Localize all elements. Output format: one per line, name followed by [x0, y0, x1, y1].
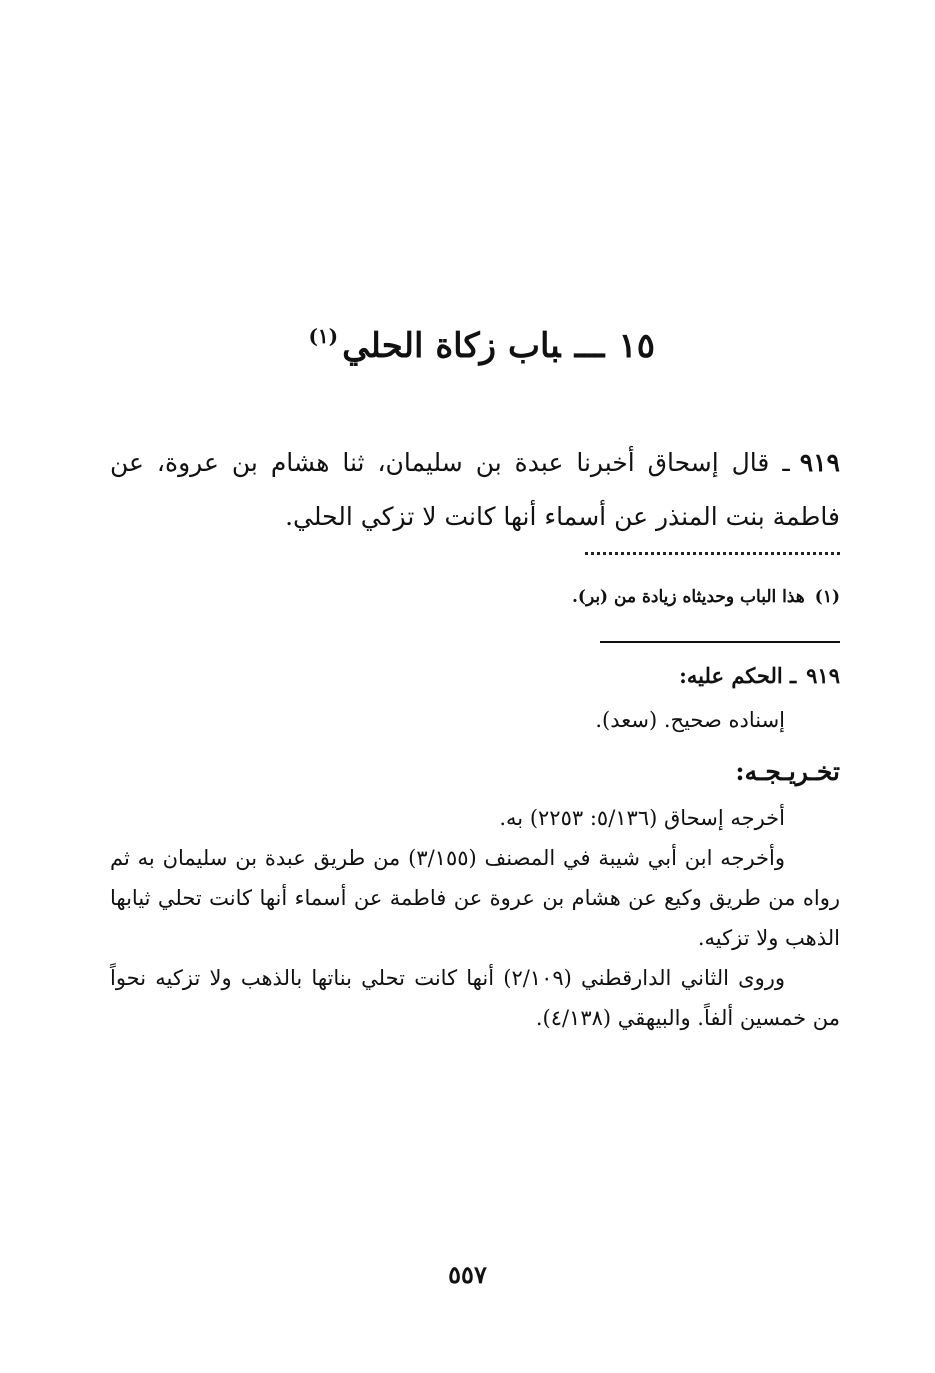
chapter-heading — [200, 312, 655, 370]
footnote-text: هذا الباب وحديثاه زيادة من (بر). — [571, 587, 805, 607]
verdict-number: ٩١٩ — [806, 663, 840, 688]
page-number: ٥٥٧ — [448, 1260, 487, 1289]
footnote-number: (١) — [814, 587, 840, 607]
hadith-text-block — [110, 436, 840, 544]
hadith-number: ٩١٩ — [799, 448, 840, 477]
chapter-number: ١٥ — [618, 326, 655, 366]
commentary-divider — [600, 641, 840, 643]
hadith-dash: ـ — [782, 448, 790, 477]
takhrij-paragraph: وأخرجه ابن أبي شيبة في المصنف (٣/١٥٥) من طريق عبدة بن سليمان به ثم رواه من طريق وكيع عن هشام بن عروة عن فاطمة عن أسماء أنها كانت تحلي ثيابها الذهب ولا تزكيه. — [110, 846, 840, 950]
chapter-footnote-ref: (١) — [308, 324, 339, 348]
chapter-title-text: باب زكاة الحلي — [342, 326, 561, 366]
chapter-dash: ـــ — [574, 326, 605, 366]
hadith-text: قال إسحاق أخبرنا عبدة بن سليمان، ثنا هشام بن عروة، عن فاطمة بنت المنذر عن أسماء أنها كانت لا تزكي الحلي. — [110, 448, 840, 531]
verdict-heading — [110, 660, 840, 692]
footnote — [110, 584, 840, 610]
takhrij-paragraph: وروى الثاني الدارقطني (٢/١٠٩) أنها كانت تحلي بناتها بالذهب ولا تزكيه نحواً من خمسين ألفاً. والبيهقي (٤/١٣٨). — [110, 966, 840, 1030]
takhrij-paragraph: أخرجه إسحاق (٥/١٣٦: ٢٢٥٣) به. — [499, 806, 785, 830]
verdict-label: الحكم عليه: — [679, 663, 783, 688]
verdict-text: إسناده صحيح. (سعد). — [595, 708, 785, 732]
takhrij-heading: تخـريـجـه: — [735, 757, 840, 786]
takhrij-body — [110, 798, 840, 1038]
footnote-separator — [585, 552, 840, 561]
verdict-dash: ـ — [790, 663, 797, 688]
